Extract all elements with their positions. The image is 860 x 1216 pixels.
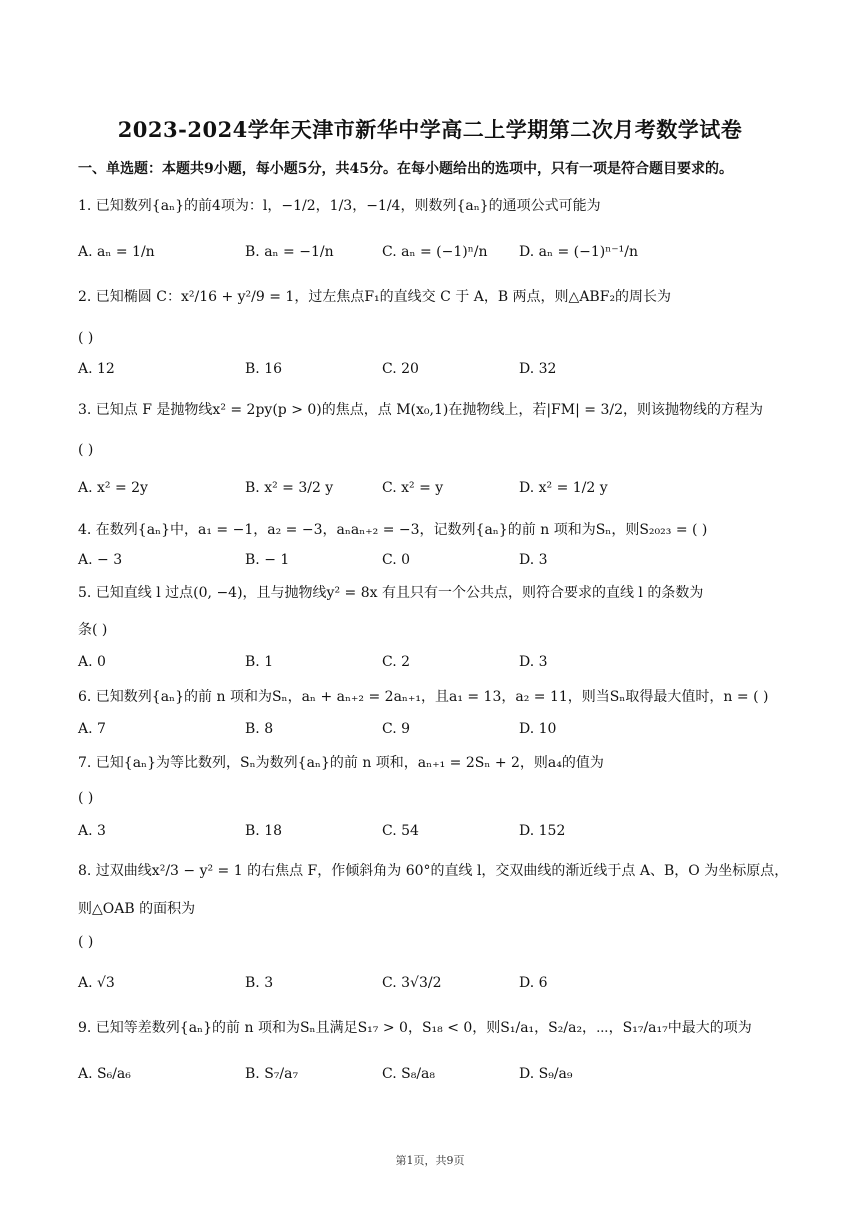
question-8-paren: ( ) — [78, 934, 94, 950]
q4-option-b: B. − 1 — [245, 552, 290, 568]
question-8-stem-cont: 则△OAB 的面积为 — [78, 901, 196, 917]
q6-option-b: B. 8 — [245, 721, 274, 737]
q6-option-d: D. 10 — [519, 721, 557, 737]
q5-option-d: D. 3 — [519, 654, 548, 670]
q5-option-b: B. 1 — [245, 654, 274, 670]
question-3-paren: ( ) — [78, 442, 94, 458]
question-2-paren: ( ) — [78, 330, 94, 346]
q8-option-a: A. √3 — [78, 975, 115, 991]
question-9-stem: 9. 已知等差数列{aₙ}的前 n 项和为Sₙ且满足S₁₇ > 0，S₁₈ < 0，则S₁/a₁，S₂/a₂，⋯，S₁₇/a₁₇中最大的项为 — [78, 1020, 752, 1036]
q4-option-d: D. 3 — [519, 552, 548, 568]
page-footer: 第1页，共9页 — [395, 1154, 465, 1167]
q4-option-c: C. 0 — [382, 552, 411, 568]
q1-option-a: A. aₙ = 1/n — [78, 244, 155, 260]
q3-option-b: B. x² = 3/2 y — [245, 480, 334, 496]
q5-option-a: A. 0 — [78, 654, 106, 670]
question-2-stem: 2. 已知椭圆 C：x²/16 + y²/9 = 1，过左焦点F₁的直线交 C 于 A，B 两点，则△ABF₂的周长为 — [78, 289, 672, 305]
question-7-stem: 7. 已知{aₙ}为等比数列，Sₙ为数列{aₙ}的前 n 项和，aₙ₊₁ = 2Sₙ + 2，则a₄的值为 — [78, 755, 604, 771]
q9-option-b: B. S₇/a₇ — [245, 1066, 299, 1082]
q6-option-a: A. 7 — [78, 721, 106, 737]
q9-option-d: D. S₉/a₉ — [519, 1066, 573, 1082]
q3-option-c: C. x² = y — [382, 480, 444, 496]
question-4-stem: 4. 在数列{aₙ}中，a₁ = −1，a₂ = −3，aₙaₙ₊₂ = −3，记数列{aₙ}的前 n 项和为Sₙ，则S₂₀₂₃ = ( ) — [78, 522, 708, 538]
q2-option-a: A. 12 — [78, 361, 115, 377]
q9-option-c: C. S₈/a₈ — [382, 1066, 435, 1082]
q1-option-c: C. aₙ = (−1)ⁿ/n — [382, 244, 488, 260]
question-1-stem: 1. 已知数列{aₙ}的前4项为：l，−1/2，1/3，−1/4，则数列{aₙ}的通项公式可能为 — [78, 198, 601, 214]
q8-option-d: D. 6 — [519, 975, 548, 991]
question-7-paren: ( ) — [78, 790, 94, 806]
q7-option-d: D. 152 — [519, 823, 566, 839]
q2-option-b: B. 16 — [245, 361, 283, 377]
q3-option-a: A. x² = 2y — [78, 480, 148, 496]
q8-option-b: B. 3 — [245, 975, 274, 991]
exam-title: 2023-2024学年天津市新华中学高二上学期第二次月考数学试卷 — [117, 117, 743, 142]
q1-option-b: B. aₙ = −1/n — [245, 244, 334, 260]
q9-option-a: A. S₆/a₆ — [78, 1066, 131, 1082]
q1-option-d: D. aₙ = (−1)ⁿ⁻¹/n — [519, 244, 639, 260]
q2-option-c: C. 20 — [382, 361, 419, 377]
q6-option-c: C. 9 — [382, 721, 411, 737]
question-5-tail: 条( ) — [78, 622, 108, 638]
q4-option-a: A. − 3 — [78, 552, 123, 568]
question-3-stem: 3. 已知点 F 是抛物线x² = 2py(p > 0)的焦点，点 M(x₀,1)在抛物线上，若|FM| = 3/2，则该抛物线的方程为 — [78, 402, 763, 418]
question-5-stem: 5. 已知直线 l 过点(0, −4)，且与抛物线y² = 8x 有且只有一个公共点，则符合要求的直线 l 的条数为 — [78, 585, 704, 601]
q7-option-b: B. 18 — [245, 823, 283, 839]
q8-option-c: C. 3√3/2 — [382, 975, 442, 991]
question-6-stem: 6. 已知数列{aₙ}的前 n 项和为Sₙ，aₙ + aₙ₊₂ = 2aₙ₊₁，且a₁ = 13，a₂ = 11，则当Sₙ取得最大值时，n = ( ) — [78, 689, 769, 705]
q7-option-a: A. 3 — [78, 823, 106, 839]
section-heading: 一、单选题：本题共9小题，每小题5分，共45分。在每小题给出的选项中，只有一项是符合题目要求的。 — [78, 161, 733, 177]
question-8-stem: 8. 过双曲线x²/3 − y² = 1 的右焦点 F，作倾斜角为 60°的直线 l，交双曲线的渐近线于点 A、B，O 为坐标原点， — [78, 863, 789, 879]
q7-option-c: C. 54 — [382, 823, 419, 839]
q3-option-d: D. x² = 1/2 y — [519, 480, 608, 496]
q2-option-d: D. 32 — [519, 361, 557, 377]
q5-option-c: C. 2 — [382, 654, 411, 670]
